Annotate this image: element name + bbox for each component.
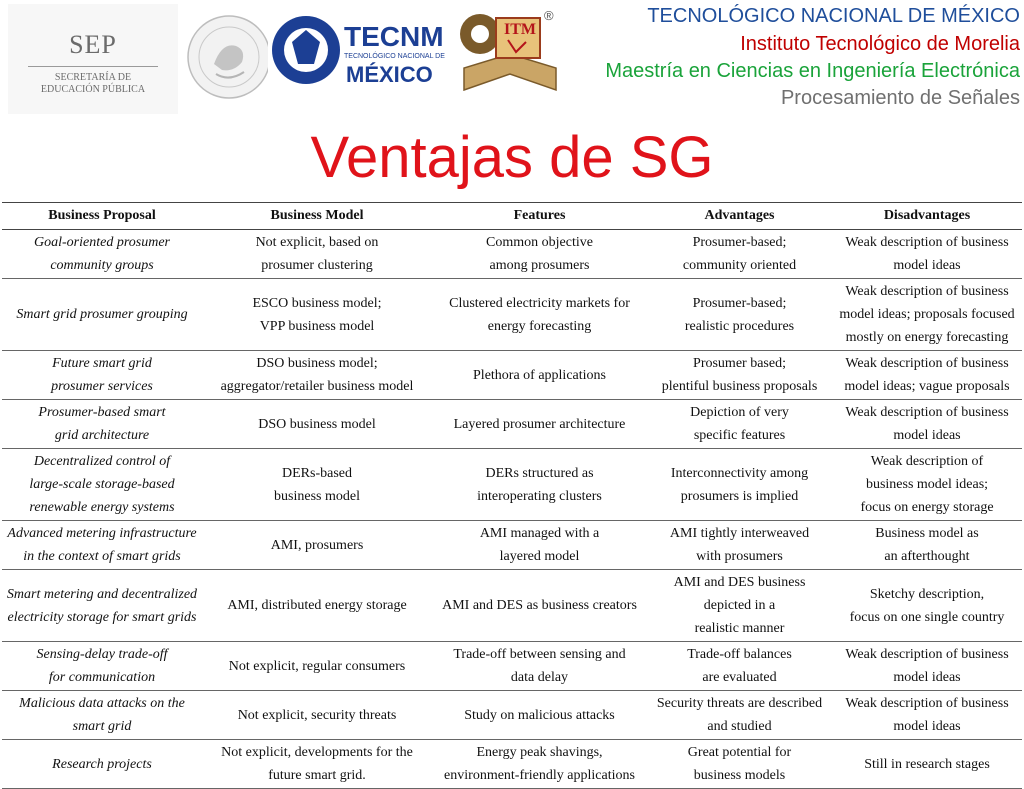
itm-wordmark: ITM (504, 21, 536, 38)
proposals-table (2, 202, 1022, 783)
cell-business-proposal: Malicious data attacks on the smart grid (2, 691, 202, 740)
cell-business-model: Not explicit, developments for the future smart grid. (202, 740, 432, 789)
cell-features: AMI managed with a layered model (432, 521, 647, 570)
cell-business-model: DERs-based business model (202, 449, 432, 521)
header-institution-line: TECNOLÓGICO NACIONAL DE MÉXICO (647, 5, 1020, 27)
table-row (2, 570, 1022, 642)
cell-features: Study on malicious attacks (432, 691, 647, 740)
cell-features: Plethora of applications (432, 351, 647, 400)
table-header-row (2, 203, 1022, 230)
cell-business-proposal: Smart metering and decentralized electricity storage for smart grids (2, 570, 202, 642)
tecnm-wordmark: TECNM (344, 21, 444, 52)
cell-advantages: Prosumer-based; realistic procedures (647, 279, 832, 351)
cell-disadvantages: Weak description of business model ideas (832, 230, 1022, 279)
cell-disadvantages: Weak description of business model ideas; proposals focused mostly on energy forecasting (832, 279, 1022, 351)
sep-title: SEP (69, 30, 117, 59)
cell-business-proposal: Advanced metering infrastructure in the context of smart grids (2, 521, 202, 570)
tecnm-country: MÉXICO (346, 62, 433, 87)
tecnm-logo (268, 0, 454, 98)
table-row (2, 740, 1022, 789)
header-program-line: Maestría en Ciencias en Ingeniería Electrónica (605, 60, 1020, 82)
table-row (2, 691, 1022, 740)
registered-mark: ® (544, 8, 554, 23)
cell-business-proposal: Future smart grid prosumer services (2, 351, 202, 400)
table-row (2, 449, 1022, 521)
cell-features: Trade-off between sensing and data delay (432, 642, 647, 691)
cell-advantages: AMI and DES business depicted in a realistic manner (647, 570, 832, 642)
sep-divider (28, 66, 158, 67)
cell-advantages: Prosumer-based; community oriented (647, 230, 832, 279)
cell-business-model: ESCO business model; VPP business model (202, 279, 432, 351)
sep-logo (8, 4, 178, 114)
cell-disadvantages: Weak description of business model ideas (832, 642, 1022, 691)
table-row (2, 642, 1022, 691)
table-row (2, 400, 1022, 449)
cell-advantages: Great potential for business models (647, 740, 832, 789)
cell-features: AMI and DES as business creators (432, 570, 647, 642)
cell-advantages: Depiction of very specific features (647, 400, 832, 449)
cell-advantages: Prosumer based; plentiful business proposals (647, 351, 832, 400)
cell-advantages: Security threats are described and studied (647, 691, 832, 740)
cell-features: Layered prosumer architecture (432, 400, 647, 449)
cell-disadvantages: Weak description of business model ideas; focus on energy storage (832, 449, 1022, 521)
cell-advantages: AMI tightly interweaved with prosumers (647, 521, 832, 570)
cell-features: Energy peak shavings, environment-friendly applications (432, 740, 647, 789)
cell-business-model: Not explicit, regular consumers (202, 642, 432, 691)
table-row (2, 279, 1022, 351)
cell-business-model: AMI, prosumers (202, 521, 432, 570)
header-course-line: Procesamiento de Señales (780, 87, 1020, 109)
table-row (2, 521, 1022, 570)
cell-features: Common objective among prosumers (432, 230, 647, 279)
cell-business-proposal: Prosumer-based smart grid architecture (2, 400, 202, 449)
cell-business-model: DSO business model (202, 400, 432, 449)
cell-business-proposal: Sensing-delay trade-off for communication (2, 642, 202, 691)
column-header-features: Features (432, 203, 647, 230)
cell-business-model: Not explicit, security threats (202, 691, 432, 740)
cell-disadvantages: Weak description of business model ideas; vague proposals (832, 351, 1022, 400)
cell-business-proposal: Smart grid prosumer grouping (2, 279, 202, 351)
cell-business-proposal: Decentralized control of large-scale storage-based renewable energy systems (2, 449, 202, 521)
cell-business-proposal: Goal-oriented prosumer community groups (2, 230, 202, 279)
cell-disadvantages: Still in research stages (832, 740, 1022, 789)
cell-disadvantages: Business model as an afterthought (832, 521, 1022, 570)
cell-advantages: Trade-off balances are evaluated (647, 642, 832, 691)
tecnm-subtitle: TECNOLÓGICO NACIONAL DE (344, 53, 445, 60)
column-header-advantages: Advantages (647, 203, 832, 230)
table-row (2, 351, 1022, 400)
column-header-business-model: Business Model (202, 203, 432, 230)
column-header-disadvantages: Disadvantages (832, 203, 1022, 230)
cell-disadvantages: Sketchy description, focus on one single country (832, 570, 1022, 642)
cell-disadvantages: Weak description of business model ideas (832, 400, 1022, 449)
cell-business-model: Not explicit, based on prosumer clustering (202, 230, 432, 279)
cell-disadvantages: Weak description of business model ideas (832, 691, 1022, 740)
header-campus-line: Instituto Tecnológico de Morelia (740, 33, 1020, 55)
column-header-business-proposal: Business Proposal (2, 203, 202, 230)
table-row (2, 230, 1022, 279)
sep-subtitle: SECRETARÍA DE EDUCACIÓN PÚBLICA (40, 72, 146, 95)
cell-features: Clustered electricity markets for energy forecasting (432, 279, 647, 351)
cell-features: DERs structured as interoperating clusters (432, 449, 647, 521)
cell-business-model: AMI, distributed energy storage (202, 570, 432, 642)
slide-header (0, 0, 1024, 122)
cell-business-model: DSO business model; aggregator/retailer business model (202, 351, 432, 400)
mexico-seal-logo (186, 14, 272, 100)
cell-advantages: Interconnectivity among prosumers is implied (647, 449, 832, 521)
cell-business-proposal: Research projects (2, 740, 202, 789)
slide-title: Ventajas de SG (310, 125, 714, 190)
